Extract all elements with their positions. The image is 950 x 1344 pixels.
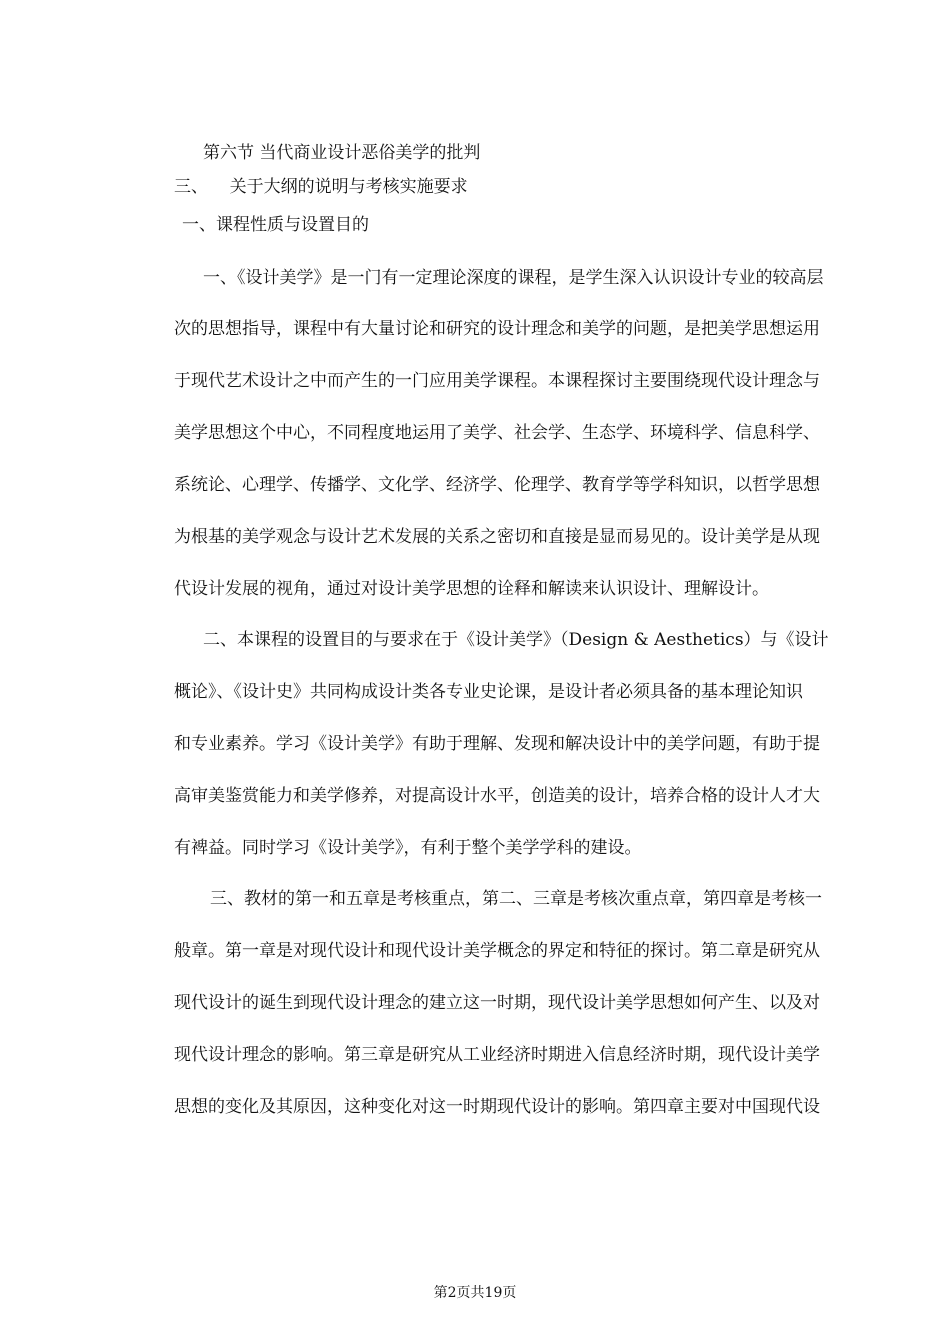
- paragraph-line: 思想的变化及其原因，这种变化对这一时期现代设计的影响。第四章主要对中国现代设: [174, 1097, 820, 1117]
- paragraph-line: 代设计发展的视角，通过对设计美学思想的诠释和解读来认识设计、理解设计。: [174, 579, 769, 599]
- paragraph-line: 有裨益。同时学习《设计美学》，有利于整个美学学科的建设。: [174, 838, 642, 858]
- paragraph-line: 系统论、心理学、传播学、文化学、经济学、伦理学、教育学等学科知识，以哲学思想: [174, 475, 820, 495]
- paragraph-line: 高审美鉴赏能力和美学修养，对提高设计水平，创造美的设计，培养合格的设计人才大: [174, 786, 820, 806]
- paragraph-line: 于现代艺术设计之中而产生的一门应用美学课程。本课程探讨主要围绕现代设计理念与: [174, 371, 820, 391]
- part-heading: 三、 关于大纲的说明与考核实施要求: [174, 177, 468, 197]
- paragraph-line: 一、《设计美学》是一门有一定理论深度的课程，是学生深入认识设计专业的较高层: [203, 268, 824, 288]
- paragraph-line: 般章。第一章是对现代设计和现代设计美学概念的界定和特征的探讨。第二章是研究从: [174, 941, 820, 961]
- paragraph-line: 三、教材的第一和五章是考核重点，第二、三章是考核次重点章，第四章是考核一: [210, 889, 822, 909]
- paragraph-line: 美学思想这个中心，不同程度地运用了美学、社会学、生态学、环境科学、信息科学、: [174, 423, 820, 443]
- paragraph-line: 次的思想指导，课程中有大量讨论和研究的设计理念和美学的问题，是把美学思想运用: [174, 319, 820, 339]
- paragraph-line: 二、本课程的设置目的与要求在于《设计美学》（Design & Aesthetics）与《设计: [203, 630, 829, 650]
- paragraph-line: 现代设计的诞生到现代设计理念的建立这一时期，现代设计美学思想如何产生、以及对: [174, 993, 820, 1013]
- section-heading: 第六节 当代商业设计恶俗美学的批判: [203, 143, 481, 163]
- paragraph-line: 现代设计理念的影响。第三章是研究从工业经济时期进入信息经济时期，现代设计美学: [174, 1045, 820, 1065]
- subsection-heading: 一、课程性质与设置目的: [182, 215, 369, 235]
- paragraph-line: 为根基的美学观念与设计艺术发展的关系之密切和直接是显而易见的。设计美学是从现: [174, 527, 820, 547]
- page-number: 第2页共19页: [433, 1285, 517, 1301]
- paragraph-line: 概论》、《设计史》共同构成设计类各专业史论课，是设计者必须具备的基本理论知识: [174, 682, 803, 702]
- paragraph-line: 和专业素养。学习《设计美学》有助于理解、发现和解决设计中的美学问题，有助于提: [174, 734, 820, 754]
